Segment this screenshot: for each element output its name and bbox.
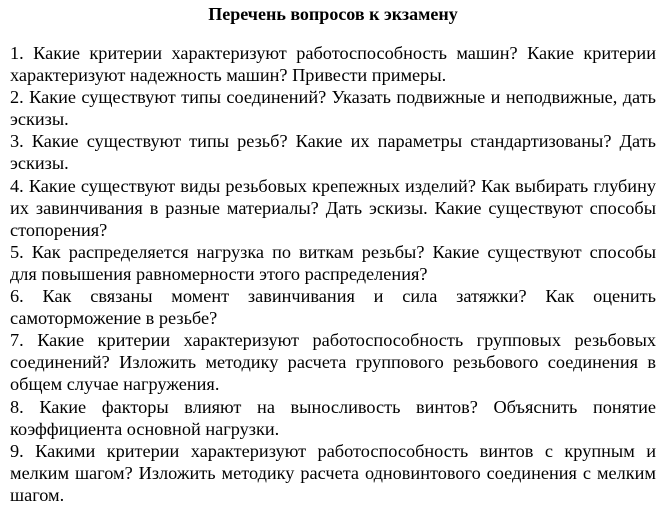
document-title: Перечень вопросов к экзамену xyxy=(208,4,458,24)
question-8: 8. Какие факторы влияют на выносливость винтов? Объяснить понятие коэффициента основной нагрузки. xyxy=(10,396,656,439)
question-6: 6. Как связаны момент завинчивания и сила затяжки? Как оценить самоторможение в резьбе? xyxy=(10,286,656,329)
question-5: 5. Как распределяется нагрузка по виткам резьбы? Какие существуют способы для повышения равномерности этого распределения? xyxy=(10,241,656,284)
question-3: 3. Какие существуют типы резьб? Какие их параметры стандартизованы? Дать эскизы. xyxy=(10,131,656,174)
question-1: 1. Какие критерии характеризуют работоспособность машин? Какие критерии характеризуют надежность машин? Привести примеры. xyxy=(10,43,656,86)
question-7: 7. Какие критерии характеризуют работоспособность групповых резьбовых соединений? Изложить методику расчета группового резьбового соединения в общем случае нагружения. xyxy=(10,330,656,395)
question-list xyxy=(10,42,656,506)
question-9: 9. Какими критерии характеризуют работоспособность винтов с крупным и мелким шагом? Изложить методику расчета одновинтового соединения с мелким шагом. xyxy=(10,440,656,505)
question-2: 2. Какие существуют типы соединений? Указать подвижные и неподвижные, дать эскизы. xyxy=(10,87,656,130)
question-4: 4. Какие существуют виды резьбовых крепежных изделий? Как выбирать глубину их завинчивания в разные материалы? Дать эскизы. Какие существуют способы стопорения? xyxy=(10,175,656,240)
